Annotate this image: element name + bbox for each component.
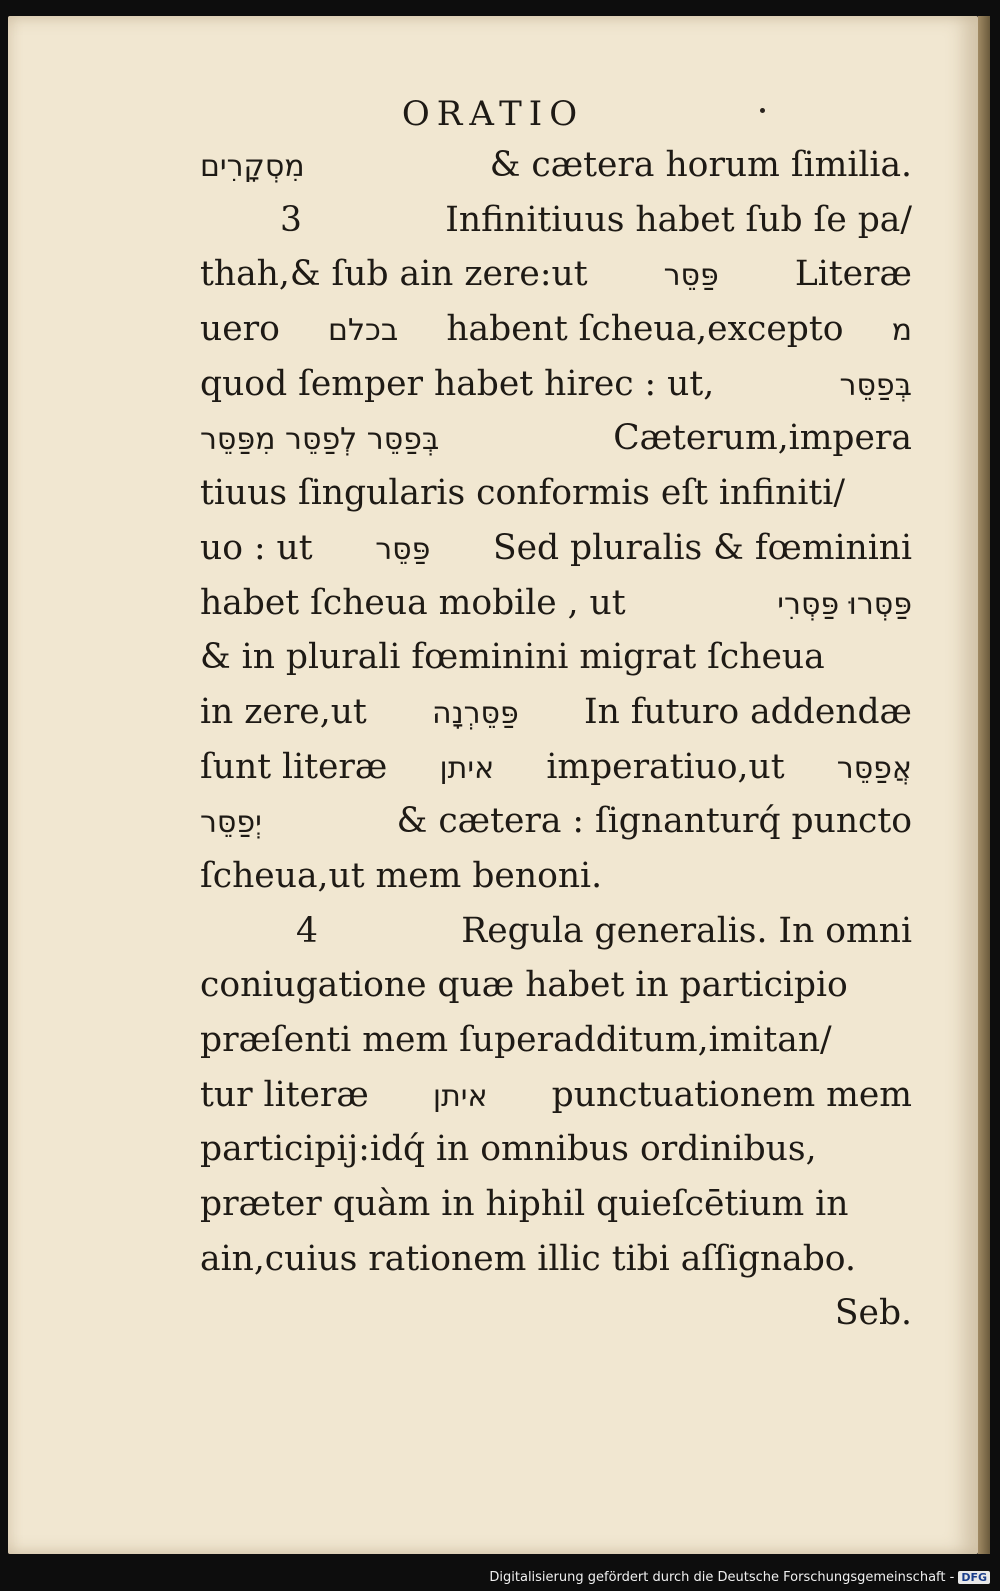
text-line <box>200 1177 912 1232</box>
latin-text: Sed pluralis & fœminini <box>492 527 912 568</box>
text-line <box>200 1232 912 1287</box>
hebrew-word: פַּסְּרוּ פַּסְּרִי <box>777 586 912 622</box>
hebrew-word: פַּסֵּר <box>375 531 431 567</box>
text-line <box>200 302 912 357</box>
hebrew-word: פַּסֵּרְנָה <box>432 695 519 731</box>
text-line <box>200 521 912 576</box>
latin-text: præſenti mem ſuperadditum,imitan/ <box>200 1020 832 1060</box>
text-line <box>200 904 912 959</box>
latin-text: habet ſcheua mobile , ut <box>200 582 626 623</box>
text-line <box>200 958 912 1013</box>
text-line <box>200 1013 912 1068</box>
latin-text: ain,cuius rationem illic tibi aſſignabo. <box>200 1238 856 1279</box>
latin-text: uo : ut <box>200 527 313 568</box>
latin-text: Regula generalis. In omni <box>461 910 912 951</box>
text-line <box>200 138 912 193</box>
hebrew-word: בְּפַסֵּר <box>839 367 912 403</box>
latin-text: præter quàm in hiphil quieſcētium in <box>200 1184 849 1225</box>
running-title: ORATIO <box>401 94 585 134</box>
latin-text: & cætera : ſignanturq́ puncto <box>396 801 912 842</box>
text-line <box>200 411 912 466</box>
dfg-logo: DFG <box>958 1571 990 1584</box>
text-line <box>200 1068 912 1123</box>
latin-text: Literæ <box>794 254 912 295</box>
latin-text: & in plurali fœminini migrat ſcheua <box>200 637 825 678</box>
latin-text: imperatiuo,ut <box>546 746 785 787</box>
text-line <box>200 247 912 302</box>
text-line <box>200 630 912 685</box>
latin-text: in zere,ut <box>200 691 367 732</box>
hebrew-word: פַּסֵּר <box>663 258 719 294</box>
latin-text: uero <box>200 309 280 350</box>
book-page <box>8 16 978 1554</box>
latin-text: habent ſcheua,excepto <box>446 309 844 350</box>
hebrew-word: איתן <box>439 750 495 786</box>
latin-text: participij:idq́ in omnibus ordinibus, <box>200 1129 817 1170</box>
text-line <box>200 357 912 412</box>
catchword: Seb. <box>834 1293 912 1334</box>
text-line <box>200 1122 912 1177</box>
text-line <box>200 849 912 904</box>
section-number: 4 <box>296 910 318 951</box>
footer-text: Digitalisierung gefördert durch die Deutsche Forschungsgemeinschaft - <box>489 1570 955 1585</box>
section-number: 3 <box>280 199 302 240</box>
hebrew-word: מִסְקָרִים <box>200 149 305 184</box>
latin-text: punctuationem mem <box>551 1074 912 1115</box>
text-line <box>200 466 912 521</box>
text-line <box>200 685 912 740</box>
latin-text: tur literæ <box>200 1074 369 1115</box>
ink-speck <box>760 108 765 113</box>
body-text <box>200 138 912 1341</box>
latin-text: tiuus ſingularis conformis eſt infiniti/ <box>200 473 845 514</box>
text-line <box>200 576 912 631</box>
latin-text: Cæterum,impera <box>613 418 912 459</box>
latin-text: & cætera horum ſimilia. <box>489 145 912 185</box>
catchword-row <box>200 1286 912 1341</box>
hebrew-word: בְּפַסֵּר לְפַסֵּר מִפַּסֵּר <box>200 422 440 458</box>
latin-text: ſunt literæ <box>200 746 388 787</box>
latin-text: Infinitiuus habet ſub ſe pa/ <box>445 199 912 240</box>
hebrew-word: יְפַסֵּר <box>200 805 262 841</box>
text-line <box>200 740 912 795</box>
hebrew-word: בכלם <box>328 313 399 349</box>
latin-text: ſcheua,ut mem benoni. <box>200 855 603 896</box>
text-line <box>200 794 912 849</box>
latin-text: thah,& ſub ain zere:ut <box>200 254 588 295</box>
latin-text: coniugatione quæ habet in participio <box>200 965 848 1006</box>
text-line <box>200 193 912 248</box>
hebrew-word: מ <box>891 313 912 349</box>
hebrew-word: איתן <box>432 1078 488 1114</box>
latin-text: quod ſemper habet hirec : ut, <box>200 363 715 404</box>
book-edge <box>978 16 990 1554</box>
hebrew-word: אֲפַסֵּר <box>836 750 912 786</box>
latin-text: In futuro addendæ <box>583 691 912 732</box>
footer-credit <box>489 1570 990 1585</box>
